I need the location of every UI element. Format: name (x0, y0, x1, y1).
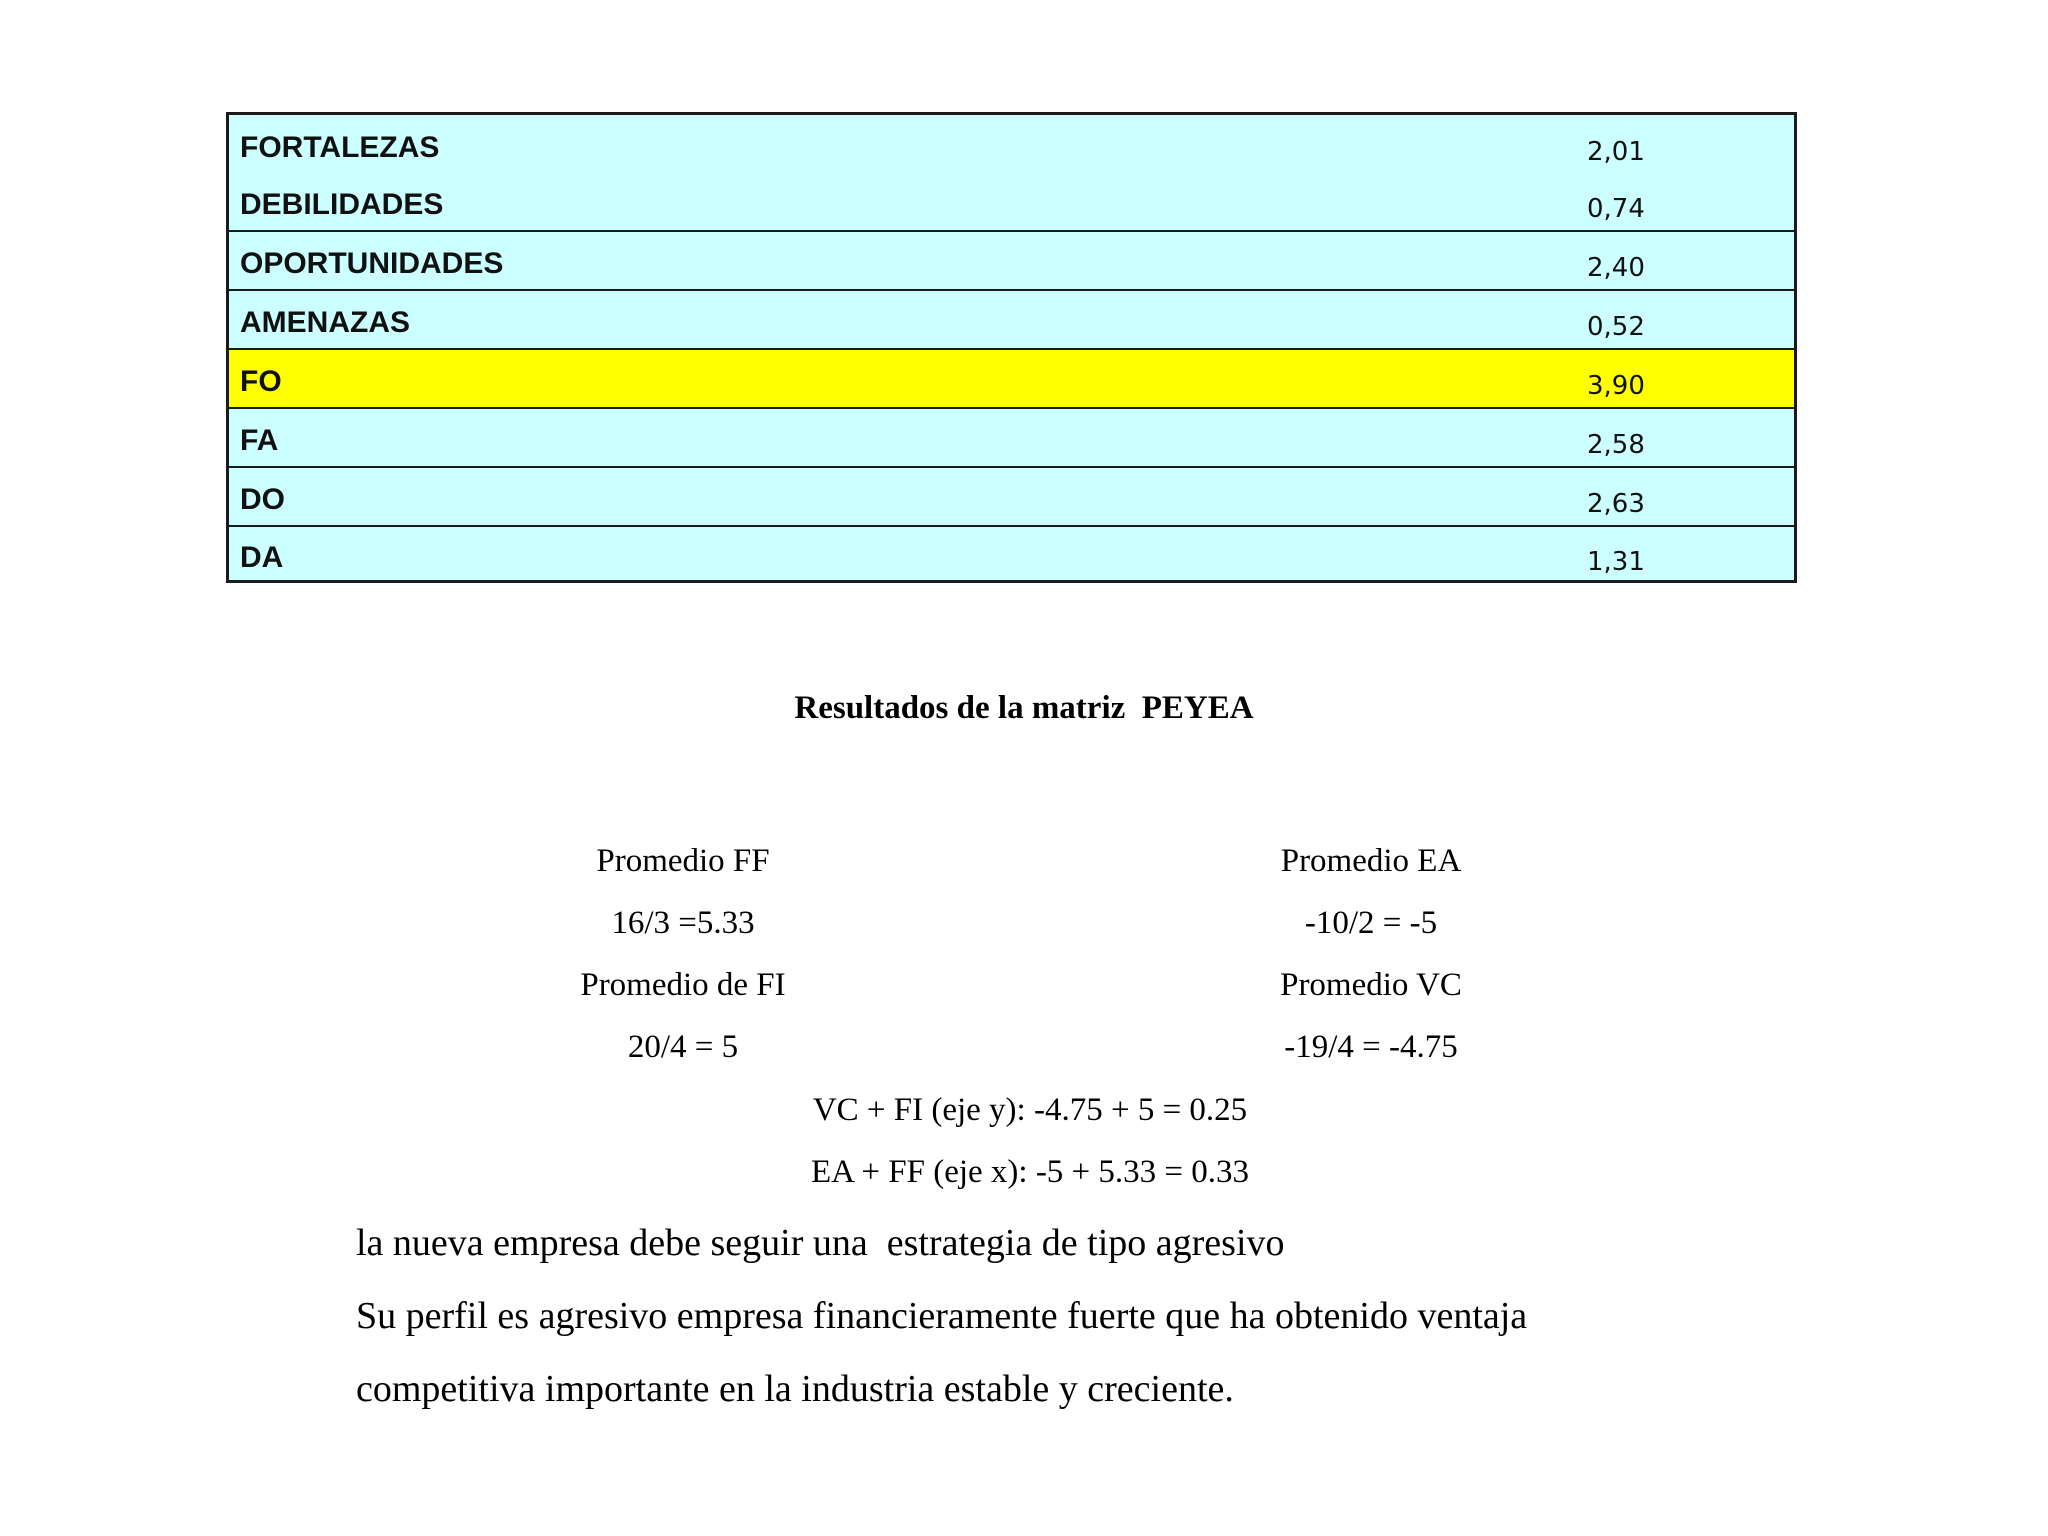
row-label: DEBILIDADES (240, 188, 444, 221)
eje-x-result: EA + FF (eje x): -5 + 5.33 = 0.33 (810, 1154, 1250, 1190)
row-value: 2,63 (1587, 489, 1645, 519)
promedio-ff-label: Promedio FF (596, 843, 770, 879)
row-value: 3,90 (1587, 371, 1645, 401)
table-row-amenazas (229, 289, 1794, 348)
results-title: Resultados de la matriz PEYEA (794, 690, 1254, 726)
table-row-fortalezas (229, 115, 1794, 173)
conclusion-line-2: Su perfil es agresivo empresa financieramente fuerte que ha obtenido ventaja (356, 1295, 1528, 1337)
table-row-da (229, 525, 1794, 583)
table-row-debilidades (229, 173, 1794, 230)
row-value: 0,74 (1587, 194, 1645, 224)
row-label: DO (240, 483, 285, 516)
conclusion-line-3: competitiva importante en la industria estable y creciente. (356, 1368, 1234, 1410)
table-row-oportunidades (229, 230, 1794, 289)
row-label: FA (240, 424, 279, 457)
row-label: AMENAZAS (240, 306, 410, 339)
row-value: 2,58 (1587, 430, 1645, 460)
promedio-ea-label: Promedio EA (1280, 843, 1462, 879)
promedio-vc-calc: -19/4 = -4.75 (1284, 1029, 1458, 1065)
row-value: 1,31 (1587, 547, 1645, 577)
row-label: OPORTUNIDADES (240, 247, 504, 280)
eje-y-result: VC + FI (eje y): -4.75 + 5 = 0.25 (812, 1092, 1248, 1128)
swot-results-table (226, 112, 1797, 583)
row-value: 2,40 (1587, 253, 1645, 283)
promedio-fi-calc: 20/4 = 5 (627, 1029, 739, 1065)
row-label: DA (240, 541, 284, 574)
table-row-fa (229, 407, 1794, 466)
conclusion-line-1: la nueva empresa debe seguir una estrategia de tipo agresivo (356, 1222, 1285, 1264)
row-value: 2,01 (1587, 137, 1645, 167)
row-label: FORTALEZAS (240, 131, 440, 164)
row-label: FO (240, 365, 282, 398)
table-row-do (229, 466, 1794, 525)
promedio-ea-calc: -10/2 = -5 (1304, 905, 1438, 941)
promedio-ff-calc: 16/3 =5.33 (611, 905, 755, 941)
row-value: 0,52 (1587, 312, 1645, 342)
promedio-fi-label: Promedio de FI (580, 967, 786, 1003)
promedio-vc-label: Promedio VC (1280, 967, 1462, 1003)
table-row-fo-highlighted (229, 348, 1794, 407)
